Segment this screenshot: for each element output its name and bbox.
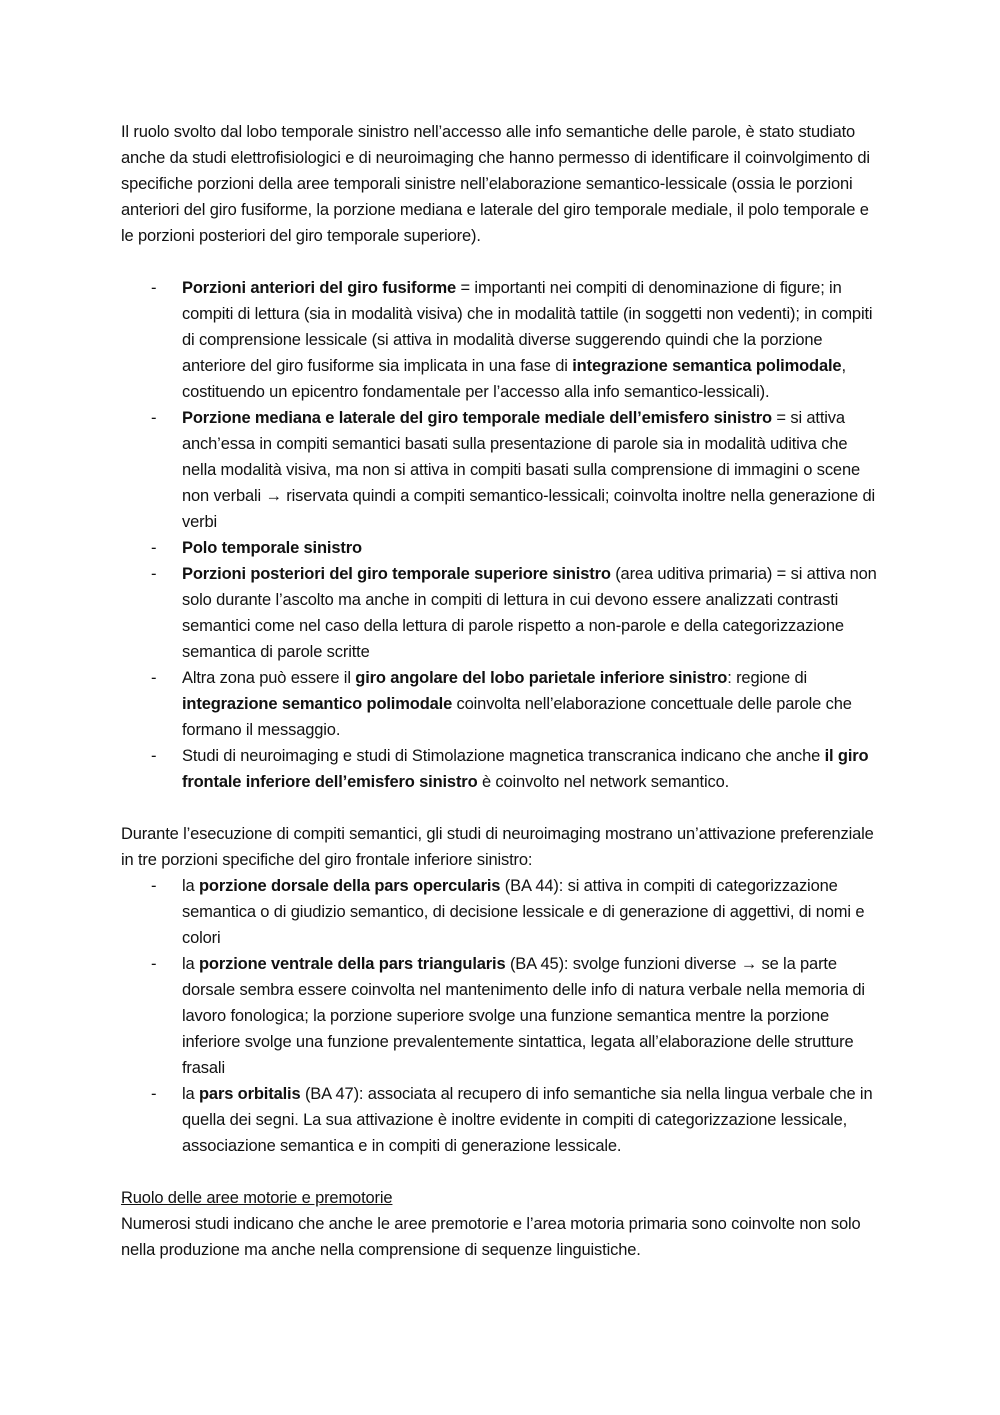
bold-text: integrazione semantico polimodale [182, 695, 453, 713]
dash-bullet: - [151, 877, 157, 895]
dash-bullet: - [151, 409, 157, 427]
list-item [121, 405, 883, 535]
dash-bullet: - [151, 565, 157, 583]
text-run: = si attiva anch’essa in compiti semantici basati sulla presentazione di parole sia in modalità uditiva che nella modalità visiva, ma non si attiva in compiti basati sulla comprensione di immagini o scene non verbali → riservata quindi a compiti semantico-lessicali; coinvolta inoltre nella generazione di verbi [182, 409, 876, 531]
text-run: la [182, 1085, 199, 1103]
list-item [121, 665, 883, 743]
list-item [121, 561, 883, 665]
frontal-intro-paragraph: Durante l’esecuzione di compiti semantici, gli studi di neuroimaging mostrano un’attivazione preferenziale in tre porzioni specifiche del giro frontale inferiore sinistro: [121, 825, 874, 869]
bold-text: pars orbitalis [198, 1085, 301, 1103]
dash-bullet: - [151, 669, 157, 687]
frontal-portions-list [121, 873, 883, 1159]
bold-text: Polo temporale sinistro [182, 539, 362, 557]
document-body [121, 119, 883, 1263]
temporal-areas-list [121, 275, 883, 795]
section-heading: Ruolo delle aree motorie e premotorie [121, 1189, 393, 1207]
paragraph-gap [121, 1159, 883, 1185]
list-item [121, 275, 883, 405]
bold-text: porzione ventrale della pars triangularis [198, 955, 506, 973]
text-run: : regione di [727, 669, 808, 687]
list-item [121, 951, 883, 1081]
text-run: (area uditiva primaria) = si attiva non solo durante l’ascolto ma anche in compiti di lettura in cui devono essere analizzati contrasti semantici come nel caso della lettura di parole rispetto a non-parole e della categorizzazione semantica di parole scritte [182, 565, 877, 661]
dash-bullet: - [151, 279, 157, 297]
text-run: = importanti nei compiti di denominazione di figure; in compiti di lettura (sia in modalità visiva) che in modalità tattile (in soggetti non vedenti); in compiti di comprensione lessicale (si attiva in modalità diverse suggerendo quindi che la porzione anteriore del giro fusiforme sia implicata in una fase di [182, 279, 873, 375]
list-item [121, 535, 883, 561]
bold-text: Porzioni posteriori del giro temporale superiore sinistro [182, 565, 611, 583]
text-run: la [182, 955, 199, 973]
text-run: la [182, 877, 199, 895]
intro-paragraph [121, 119, 883, 249]
dash-bullet: - [151, 955, 157, 973]
paragraph-gap [121, 795, 883, 821]
text-run: , costituendo un epicentro fondamentale per l’accesso alla info semantico-lessicali). [182, 357, 846, 401]
bold-text: integrazione semantica polimodale [572, 357, 842, 375]
paragraph-gap [121, 249, 883, 275]
bold-text: giro angolare del lobo parietale inferiore sinistro [355, 669, 728, 687]
bold-text: porzione dorsale della pars opercularis [198, 877, 501, 895]
dash-bullet: - [151, 539, 157, 557]
text-run: è coinvolto nel network semantico. [477, 773, 730, 791]
list-item [121, 1081, 883, 1159]
bold-text: Porzione mediana e laterale del giro temporale mediale dell’emisfero sinistro [182, 409, 772, 427]
dash-bullet: - [151, 747, 157, 765]
dash-bullet: - [151, 1085, 157, 1103]
text-run: Studi di neuroimaging e studi di Stimolazione magnetica transcranica indicano che anche [182, 747, 825, 765]
motor-areas-paragraph: Numerosi studi indicano che anche le aree premotorie e l’area motoria primaria sono coinvolte non solo nella produzione ma anche nella comprensione di sequenze linguistiche. [121, 1215, 861, 1259]
text-run: (BA 44): si attiva in compiti di categorizzazione semantica o di giudizio semantico, di decisione lessicale e di generazione di aggettivi, di nomi e colori [182, 877, 865, 947]
list-item [121, 743, 883, 795]
text-run: (BA 47): associata al recupero di info semantiche sia nella lingua verbale che in quella dei segni. La sua attivazione è inoltre evidente in compiti di categorizzazione lessicale, associazione semantica e in compiti di generazione lessicale. [182, 1085, 873, 1155]
text-run: coinvolta nell’elaborazione concettuale delle parole che formano il messaggio. [182, 695, 852, 739]
bold-text: il giro frontale inferiore dell’emisfero sinistro [182, 747, 869, 791]
text-run: (BA 45): svolge funzioni diverse → se la parte dorsale sembra essere coinvolta nel mantenimento delle info di natura verbale nella memoria di lavoro fonologica; la porzione superiore svolge una funzione semantica mentre la porzione inferiore svolge una funzione prevalentemente sintattica, legata all’elaborazione delle strutture frasali [182, 955, 865, 1077]
list-item [121, 873, 883, 951]
text-run: Altra zona può essere il [182, 669, 356, 687]
bold-text: Porzioni anteriori del giro fusiforme [182, 279, 457, 297]
text-run: Il ruolo svolto dal lobo temporale sinistro nell’accesso alle info semantiche delle parole, è stato studiato anche da studi elettrofisiologici e di neuroimaging che hanno permesso di identificare il coinvolgimento di specifiche porzioni della aree temporali sinistre nell’elaborazione semantico-lessicale (ossia le porzioni anteriori del giro fusiforme, la porzione mediana e laterale del giro temporale mediale, il polo temporale e le porzioni posteriori del giro temporale superiore). [121, 123, 870, 245]
